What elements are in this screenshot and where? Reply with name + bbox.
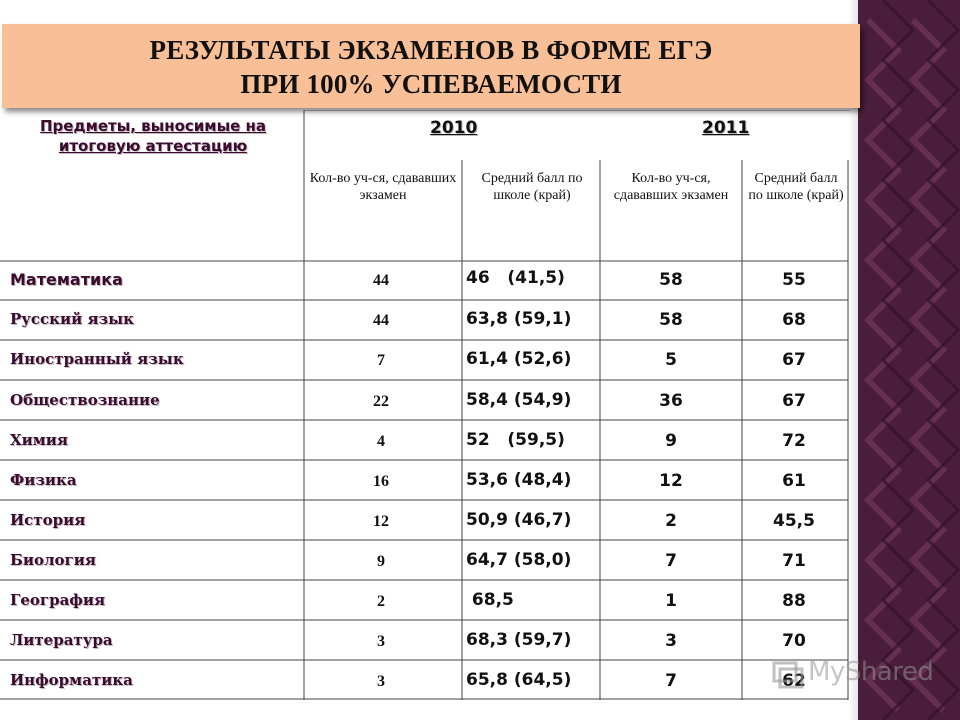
table-row-count-2011: 58	[659, 310, 683, 330]
table-row-subject: География	[10, 591, 106, 609]
table-row-subject: Химия	[10, 431, 69, 449]
table-row-count-2010: 7	[377, 352, 385, 369]
table-row-subject: Биология	[10, 551, 96, 569]
header-avg-2010: Средний балл по школе (край)	[481, 171, 583, 203]
table-row-count-2010: 2	[377, 593, 385, 610]
table-row-subject: Математика	[10, 270, 123, 289]
decorative-side-band	[858, 0, 960, 720]
header-count-2011: Кол-во уч-ся, сдававших экзамен	[613, 171, 729, 203]
table-row-count-2010: 16	[373, 473, 389, 490]
table-row-count-2010: 44	[373, 312, 389, 329]
table-row-subject: Иностранный язык	[10, 350, 184, 368]
table-row-subject: Физика	[10, 471, 77, 489]
table-row-count-2010: 3	[377, 633, 385, 650]
table-row-avg-2010: 61,4 (52,6)	[466, 349, 572, 369]
table-row-subject: Обществознание	[10, 391, 160, 409]
table-row-count-2011: 36	[659, 391, 683, 411]
table-row-avg-2011: 55	[782, 270, 806, 290]
table-row-count-2011: 7	[665, 671, 677, 691]
table-row-avg-2010: 58,4 (54,9)	[466, 390, 572, 410]
table-row-avg-2010: 63,8 (59,1)	[466, 309, 572, 329]
header-avg-2011: Средний балл по школе (край)	[748, 171, 844, 203]
table-row-count-2010: 22	[373, 393, 389, 410]
table-row-avg-2010: 53,6 (48,4)	[466, 470, 572, 490]
table-row-avg-2010: 46 (41,5)	[466, 268, 565, 288]
table-row-count-2011: 3	[665, 631, 677, 651]
table-row-count-2011: 2	[665, 511, 677, 531]
table-row-subject: Русский язык	[10, 310, 134, 328]
table-row-subject: Литература	[10, 631, 113, 649]
watermark-text: MyShared	[808, 657, 934, 687]
table-row-avg-2011: 67	[782, 350, 806, 370]
title-line-2: ПРИ 100% УСПЕВАЕМОСТИ	[240, 69, 622, 99]
table-row-count-2011: 7	[665, 551, 677, 571]
table-row-avg-2010: 50,9 (46,7)	[466, 510, 572, 530]
header-subjects: Предметы, выносимые на итоговую аттестацию	[39, 117, 267, 155]
table-row-count-2010: 12	[373, 513, 389, 530]
table-row-count-2010: 44	[373, 272, 389, 289]
table-row-subject: Информатика	[10, 671, 133, 689]
table-row-count-2010: 9	[377, 553, 385, 570]
table-row-avg-2010: 68,5	[466, 590, 514, 610]
table-row-count-2010: 4	[377, 433, 385, 450]
table-row-avg-2010: 64,7 (58,0)	[466, 550, 572, 570]
header-year-2011: 2011	[702, 118, 750, 138]
title-line-1: РЕЗУЛЬТАТЫ ЭКЗАМЕНОВ В ФОРМЕ ЕГЭ	[149, 35, 713, 65]
table-row-avg-2010: 65,8 (64,5)	[466, 670, 572, 690]
slide-title	[2, 24, 860, 108]
table-row-avg-2011: 71	[782, 551, 806, 571]
table-row-count-2011: 58	[659, 270, 683, 290]
table-row-count-2011: 5	[665, 350, 677, 370]
table-row-avg-2011: 68	[782, 310, 806, 330]
table-row-count-2010: 3	[377, 673, 385, 690]
table-row-avg-2011: 88	[782, 591, 806, 611]
table-row-count-2011: 12	[659, 471, 683, 491]
watermark	[768, 655, 934, 695]
table-row-avg-2010: 68,3 (59,7)	[466, 630, 572, 650]
table-row-avg-2011: 62	[782, 671, 806, 691]
header-year-2010: 2010	[430, 118, 478, 138]
table-row-count-2011: 1	[665, 591, 677, 611]
table-row-subject: История	[10, 511, 86, 529]
slides-icon	[770, 657, 806, 693]
table-row-avg-2011: 67	[782, 391, 806, 411]
table-row-avg-2011: 72	[782, 431, 806, 451]
table-row-avg-2011: 45,5	[773, 511, 815, 531]
table-row-avg-2011: 61	[782, 471, 806, 491]
table-row-avg-2010: 52 (59,5)	[466, 430, 565, 450]
table-row-count-2011: 9	[665, 431, 677, 451]
header-count-2010: Кол-во уч-ся, сдававших экзамен	[309, 171, 457, 203]
table-row-avg-2011: 70	[782, 631, 806, 651]
